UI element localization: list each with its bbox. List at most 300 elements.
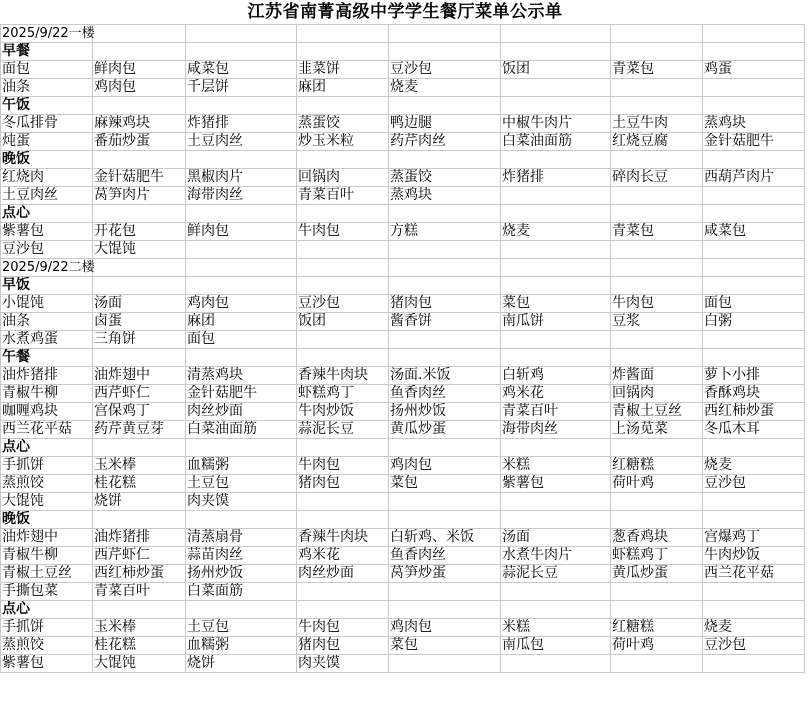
menu-item-cell[interactable]: 烧饼 xyxy=(93,493,186,511)
menu-item-cell[interactable]: 牛肉包 xyxy=(611,295,703,313)
menu-item-cell[interactable]: 麻辣鸡块 xyxy=(93,115,186,133)
section-header-cell[interactable]: 午饭 xyxy=(1,97,93,115)
menu-item-cell[interactable]: 烧麦 xyxy=(703,457,805,475)
empty-cell[interactable] xyxy=(611,187,703,205)
menu-item-cell[interactable]: 面包 xyxy=(1,61,93,79)
menu-item-cell[interactable]: 红糖糕 xyxy=(611,619,703,637)
empty-cell[interactable] xyxy=(703,655,805,673)
menu-row xyxy=(1,619,805,637)
empty-cell[interactable] xyxy=(389,349,501,367)
menu-item-cell[interactable]: 回锅肉 xyxy=(297,169,389,187)
empty-cell[interactable] xyxy=(389,241,501,259)
empty-cell[interactable] xyxy=(389,511,501,529)
empty-cell[interactable] xyxy=(501,511,611,529)
empty-cell[interactable] xyxy=(611,601,703,619)
menu-item-cell[interactable]: 金针菇肥牛 xyxy=(186,385,297,403)
menu-item-cell[interactable]: 血糯粥 xyxy=(186,457,297,475)
menu-item-cell[interactable]: 香辣牛肉块 xyxy=(297,367,389,385)
empty-cell[interactable] xyxy=(501,187,611,205)
empty-cell[interactable] xyxy=(389,601,501,619)
menu-item-cell[interactable]: 扬州炒饭 xyxy=(186,565,297,583)
menu-item-cell[interactable]: 清蒸鸡块 xyxy=(186,367,297,385)
menu-item-cell[interactable]: 虾糕鸡丁 xyxy=(297,385,389,403)
empty-cell[interactable] xyxy=(297,511,389,529)
empty-cell[interactable] xyxy=(501,277,611,295)
empty-cell[interactable] xyxy=(297,259,389,277)
empty-cell[interactable] xyxy=(501,349,611,367)
menu-item-cell[interactable]: 菜包 xyxy=(389,637,501,655)
empty-cell[interactable] xyxy=(501,583,611,601)
menu-item-cell[interactable]: 西红柿炒蛋 xyxy=(703,403,805,421)
menu-item-cell[interactable]: 牛肉包 xyxy=(297,223,389,241)
menu-row xyxy=(1,493,805,511)
empty-cell[interactable] xyxy=(501,43,611,61)
menu-item-cell[interactable]: 青菜百叶 xyxy=(93,583,186,601)
menu-item-cell[interactable]: 宫保鸡丁 xyxy=(93,403,186,421)
menu-item-cell[interactable]: 青菜包 xyxy=(611,223,703,241)
menu-item-cell[interactable]: 蒸煎饺 xyxy=(1,475,93,493)
menu-item-cell[interactable]: 酱香饼 xyxy=(389,313,501,331)
empty-cell[interactable] xyxy=(703,43,805,61)
menu-item-cell[interactable]: 蒸煎饺 xyxy=(1,637,93,655)
menu-item-cell[interactable]: 白菜油面筋 xyxy=(501,133,611,151)
date-cell[interactable]: 2025/9/22一楼 xyxy=(2,26,95,41)
menu-item-cell[interactable]: 小馄饨 xyxy=(1,295,93,313)
menu-item-cell[interactable]: 蒸蛋饺 xyxy=(389,169,501,187)
menu-item-cell[interactable]: 肉丝炒面 xyxy=(297,565,389,583)
empty-cell[interactable] xyxy=(297,601,389,619)
menu-item-cell[interactable]: 紫薯包 xyxy=(1,655,93,673)
menu-item-cell[interactable]: 海带肉丝 xyxy=(501,421,611,439)
menu-item-cell[interactable]: 炸酱面 xyxy=(611,367,703,385)
menu-item-cell[interactable]: 汤面.米饭 xyxy=(389,367,501,385)
menu-item-cell[interactable]: 米糕 xyxy=(501,457,611,475)
menu-item-cell[interactable]: 豆沙包 xyxy=(1,241,93,259)
empty-cell[interactable] xyxy=(186,439,297,457)
menu-item-cell[interactable]: 药芹黄豆芽 xyxy=(93,421,186,439)
menu-item-cell[interactable]: 猪肉包 xyxy=(297,475,389,493)
menu-item-cell[interactable]: 荷叶鸡 xyxy=(611,475,703,493)
menu-item-cell[interactable]: 中椒牛肉片 xyxy=(501,115,611,133)
empty-cell[interactable] xyxy=(93,25,186,43)
menu-item-cell[interactable]: 鸡肉包 xyxy=(93,79,186,97)
menu-item-cell[interactable]: 肉夹馍 xyxy=(186,493,297,511)
menu-item-cell[interactable]: 白菜面筋 xyxy=(186,583,297,601)
section-header-row xyxy=(1,601,805,619)
menu-item-cell[interactable]: 土豆包 xyxy=(186,619,297,637)
menu-item-cell[interactable]: 青菜包 xyxy=(611,61,703,79)
empty-cell[interactable] xyxy=(611,349,703,367)
empty-cell[interactable] xyxy=(93,259,186,277)
menu-item-cell[interactable]: 蒜泥长豆 xyxy=(297,421,389,439)
empty-cell[interactable] xyxy=(703,241,805,259)
empty-cell[interactable] xyxy=(389,205,501,223)
menu-item-cell[interactable]: 油炸猪排 xyxy=(93,529,186,547)
menu-item-cell[interactable]: 南瓜包 xyxy=(501,637,611,655)
menu-item-cell[interactable]: 土豆包 xyxy=(186,475,297,493)
menu-item-cell[interactable]: 卤蛋 xyxy=(93,313,186,331)
menu-item-cell[interactable]: 油炸猪排 xyxy=(1,367,93,385)
empty-cell[interactable] xyxy=(501,439,611,457)
empty-cell[interactable] xyxy=(93,205,186,223)
menu-item-cell[interactable]: 饭团 xyxy=(297,313,389,331)
menu-item-cell[interactable]: 豆浆 xyxy=(611,313,703,331)
menu-item-cell[interactable]: 菜包 xyxy=(501,295,611,313)
menu-item-cell[interactable]: 烧麦 xyxy=(703,619,805,637)
empty-cell[interactable] xyxy=(389,97,501,115)
menu-item-cell[interactable]: 咖喱鸡块 xyxy=(1,403,93,421)
menu-row xyxy=(1,385,805,403)
menu-item-cell[interactable]: 玉米棒 xyxy=(93,457,186,475)
empty-cell[interactable] xyxy=(389,655,501,673)
menu-item-cell[interactable]: 萝卜小排 xyxy=(703,367,805,385)
menu-item-cell[interactable]: 青椒土豆丝 xyxy=(611,403,703,421)
menu-item-cell[interactable]: 香辣牛肉块 xyxy=(297,529,389,547)
menu-item-cell[interactable]: 烧麦 xyxy=(389,79,501,97)
empty-cell[interactable] xyxy=(703,259,805,277)
menu-row xyxy=(1,475,805,493)
empty-cell[interactable] xyxy=(703,493,805,511)
menu-item-cell[interactable]: 牛肉炒饭 xyxy=(297,403,389,421)
empty-cell[interactable] xyxy=(93,43,186,61)
empty-cell[interactable] xyxy=(297,25,389,43)
menu-item-cell[interactable]: 蒸蛋饺 xyxy=(297,115,389,133)
menu-item-cell[interactable]: 烧饼 xyxy=(186,655,297,673)
menu-item-cell[interactable]: 麻团 xyxy=(297,79,389,97)
menu-item-cell[interactable]: 黑椒肉片 xyxy=(186,169,297,187)
empty-cell[interactable] xyxy=(611,439,703,457)
empty-cell[interactable] xyxy=(703,187,805,205)
empty-cell[interactable] xyxy=(389,277,501,295)
menu-item-cell[interactable]: 蒜苗肉丝 xyxy=(186,547,297,565)
section-header-cell[interactable]: 点心 xyxy=(1,205,93,223)
empty-cell[interactable] xyxy=(703,439,805,457)
menu-item-cell[interactable]: 牛肉包 xyxy=(297,457,389,475)
empty-cell[interactable] xyxy=(501,259,611,277)
empty-cell[interactable] xyxy=(501,601,611,619)
menu-item-cell[interactable]: 金针菇肥牛 xyxy=(93,169,186,187)
empty-cell[interactable] xyxy=(501,241,611,259)
menu-item-cell[interactable]: 鱼香肉丝 xyxy=(389,385,501,403)
menu-item-cell[interactable]: 青菜百叶 xyxy=(297,187,389,205)
menu-item-cell[interactable]: 烧麦 xyxy=(501,223,611,241)
empty-cell[interactable] xyxy=(703,601,805,619)
menu-item-cell[interactable]: 紫薯包 xyxy=(1,223,93,241)
empty-cell[interactable] xyxy=(297,349,389,367)
empty-cell[interactable] xyxy=(297,583,389,601)
menu-item-cell[interactable]: 鱼香肉丝 xyxy=(389,547,501,565)
menu-item-cell[interactable]: 回锅肉 xyxy=(611,385,703,403)
section-header-cell[interactable]: 点心 xyxy=(1,439,93,457)
menu-item-cell[interactable]: 大馄饨 xyxy=(1,493,93,511)
menu-item-cell[interactable]: 紫薯包 xyxy=(501,475,611,493)
menu-item-cell[interactable]: 饭团 xyxy=(501,61,611,79)
menu-item-cell[interactable]: 炖蛋 xyxy=(1,133,93,151)
menu-item-cell[interactable]: 玉米棒 xyxy=(93,619,186,637)
menu-item-cell[interactable]: 米糕 xyxy=(501,619,611,637)
empty-cell[interactable] xyxy=(186,511,297,529)
empty-cell[interactable] xyxy=(501,25,611,43)
empty-cell[interactable] xyxy=(389,331,501,349)
menu-item-cell[interactable]: 豆沙包 xyxy=(297,295,389,313)
menu-item-cell[interactable]: 清蒸扇骨 xyxy=(186,529,297,547)
menu-item-cell[interactable]: 手抓饼 xyxy=(1,457,93,475)
empty-cell[interactable] xyxy=(93,349,186,367)
empty-cell[interactable] xyxy=(186,241,297,259)
menu-item-cell[interactable]: 油炸翅中 xyxy=(1,529,93,547)
menu-item-cell[interactable]: 千层饼 xyxy=(186,79,297,97)
empty-cell[interactable] xyxy=(93,439,186,457)
menu-item-cell[interactable]: 汤面 xyxy=(501,529,611,547)
menu-item-cell[interactable]: 海带肉丝 xyxy=(186,187,297,205)
empty-cell[interactable] xyxy=(93,601,186,619)
menu-item-cell[interactable]: 药芹肉丝 xyxy=(389,133,501,151)
menu-item-cell[interactable]: 方糕 xyxy=(389,223,501,241)
menu-item-cell[interactable]: 扬州炒饭 xyxy=(389,403,501,421)
menu-item-cell[interactable]: 豆沙包 xyxy=(389,61,501,79)
empty-cell[interactable] xyxy=(611,79,703,97)
menu-item-cell[interactable]: 水煮鸡蛋 xyxy=(1,331,93,349)
empty-cell[interactable] xyxy=(501,331,611,349)
menu-item-cell[interactable]: 牛肉炒饭 xyxy=(703,547,805,565)
empty-cell[interactable] xyxy=(186,151,297,169)
menu-item-cell[interactable]: 宫爆鸡丁 xyxy=(703,529,805,547)
empty-cell[interactable] xyxy=(93,151,186,169)
empty-cell[interactable] xyxy=(297,205,389,223)
section-header-cell[interactable]: 晚饭 xyxy=(1,511,93,529)
menu-item-cell[interactable]: 大馄饨 xyxy=(93,241,186,259)
menu-item-cell[interactable]: 三角饼 xyxy=(93,331,186,349)
empty-cell[interactable] xyxy=(611,493,703,511)
empty-cell[interactable] xyxy=(93,511,186,529)
menu-item-cell[interactable]: 金针菇肥牛 xyxy=(703,133,805,151)
empty-cell[interactable] xyxy=(389,583,501,601)
menu-item-cell[interactable]: 面包 xyxy=(186,331,297,349)
menu-item-cell[interactable]: 西兰花平菇 xyxy=(1,421,93,439)
menu-item-cell[interactable]: 鸭边腿 xyxy=(389,115,501,133)
empty-cell[interactable] xyxy=(186,97,297,115)
empty-cell[interactable] xyxy=(297,43,389,61)
menu-item-cell[interactable]: 猪肉包 xyxy=(389,295,501,313)
empty-cell[interactable] xyxy=(703,25,805,43)
empty-cell[interactable] xyxy=(703,349,805,367)
empty-cell[interactable] xyxy=(611,331,703,349)
empty-cell[interactable] xyxy=(703,277,805,295)
empty-cell[interactable] xyxy=(703,79,805,97)
menu-item-cell[interactable]: 咸菜包 xyxy=(186,61,297,79)
menu-item-cell[interactable]: 土豆牛肉 xyxy=(611,115,703,133)
menu-item-cell[interactable]: 西芹虾仁 xyxy=(93,385,186,403)
menu-item-cell[interactable]: 油炸翅中 xyxy=(93,367,186,385)
menu-row xyxy=(1,295,805,313)
empty-cell[interactable] xyxy=(501,97,611,115)
empty-cell[interactable] xyxy=(297,151,389,169)
empty-cell[interactable] xyxy=(93,277,186,295)
menu-item-cell[interactable]: 炸猪排 xyxy=(501,169,611,187)
menu-item-cell[interactable]: 西葫芦肉片 xyxy=(703,169,805,187)
menu-item-cell[interactable]: 蒸鸡块 xyxy=(703,115,805,133)
menu-item-cell[interactable]: 白菜油面筋 xyxy=(186,421,297,439)
menu-item-cell[interactable]: 西芹虾仁 xyxy=(93,547,186,565)
menu-item-cell[interactable]: 鸡肉包 xyxy=(186,295,297,313)
menu-item-cell[interactable]: 肉夹馍 xyxy=(297,655,389,673)
menu-item-cell[interactable]: 大馄饨 xyxy=(93,655,186,673)
menu-item-cell[interactable]: 鸡肉包 xyxy=(389,619,501,637)
menu-item-cell[interactable]: 碎肉长豆 xyxy=(611,169,703,187)
menu-row xyxy=(1,583,805,601)
section-header-cell[interactable]: 点心 xyxy=(1,601,93,619)
empty-cell[interactable] xyxy=(186,205,297,223)
empty-cell[interactable] xyxy=(93,97,186,115)
section-header-cell[interactable]: 晚饭 xyxy=(1,151,93,169)
menu-item-cell[interactable]: 冬瓜排骨 xyxy=(1,115,93,133)
menu-item-cell[interactable]: 红糖糕 xyxy=(611,457,703,475)
menu-row xyxy=(1,61,805,79)
empty-cell[interactable] xyxy=(611,241,703,259)
empty-cell[interactable] xyxy=(703,331,805,349)
section-header-cell[interactable]: 早饭 xyxy=(1,277,93,295)
menu-item-cell[interactable]: 红烧豆腐 xyxy=(611,133,703,151)
menu-item-cell[interactable]: 手撕包菜 xyxy=(1,583,93,601)
menu-item-cell[interactable]: 白粥 xyxy=(703,313,805,331)
empty-cell[interactable] xyxy=(703,205,805,223)
menu-item-cell[interactable]: 红烧肉 xyxy=(1,169,93,187)
empty-cell[interactable] xyxy=(389,259,501,277)
menu-row xyxy=(1,79,805,97)
menu-item-cell[interactable]: 菜包 xyxy=(389,475,501,493)
empty-cell[interactable] xyxy=(389,43,501,61)
menu-item-cell[interactable]: 韭菜饼 xyxy=(297,61,389,79)
empty-cell[interactable] xyxy=(501,493,611,511)
menu-row xyxy=(1,547,805,565)
menu-item-cell[interactable]: 南瓜饼 xyxy=(501,313,611,331)
menu-item-cell[interactable]: 鲜肉包 xyxy=(93,61,186,79)
menu-item-cell[interactable]: 汤面 xyxy=(93,295,186,313)
menu-item-cell[interactable]: 豆沙包 xyxy=(703,637,805,655)
empty-cell[interactable] xyxy=(611,151,703,169)
menu-item-cell[interactable]: 蒜泥长豆 xyxy=(501,565,611,583)
menu-item-cell[interactable]: 黄瓜炒蛋 xyxy=(389,421,501,439)
menu-item-cell[interactable]: 鲜肉包 xyxy=(186,223,297,241)
empty-cell[interactable] xyxy=(611,43,703,61)
menu-item-cell[interactable]: 鸡蛋 xyxy=(703,61,805,79)
menu-item-cell[interactable]: 番茄炒蛋 xyxy=(93,133,186,151)
empty-cell[interactable] xyxy=(611,25,703,43)
empty-cell[interactable] xyxy=(501,151,611,169)
menu-row xyxy=(1,313,805,331)
empty-cell[interactable] xyxy=(297,493,389,511)
empty-cell[interactable] xyxy=(501,79,611,97)
empty-cell[interactable] xyxy=(703,151,805,169)
menu-item-cell[interactable]: 蒸鸡块 xyxy=(389,187,501,205)
section-header-cell[interactable]: 早餐 xyxy=(1,43,93,61)
menu-item-cell[interactable]: 手抓饼 xyxy=(1,619,93,637)
empty-cell[interactable] xyxy=(297,331,389,349)
menu-item-cell[interactable]: 莴笋肉片 xyxy=(93,187,186,205)
empty-cell[interactable] xyxy=(611,277,703,295)
empty-cell[interactable] xyxy=(389,151,501,169)
empty-cell[interactable] xyxy=(186,259,297,277)
empty-cell[interactable] xyxy=(389,493,501,511)
menu-item-cell[interactable]: 上汤苋菜 xyxy=(611,421,703,439)
empty-cell[interactable] xyxy=(611,583,703,601)
menu-item-cell[interactable]: 炒玉米粒 xyxy=(297,133,389,151)
menu-item-cell[interactable]: 血糯粥 xyxy=(186,637,297,655)
empty-cell[interactable] xyxy=(186,277,297,295)
menu-item-cell[interactable]: 猪肉包 xyxy=(297,637,389,655)
date-cell[interactable]: 2025/9/22二楼 xyxy=(2,260,95,275)
empty-cell[interactable] xyxy=(611,655,703,673)
empty-cell[interactable] xyxy=(297,277,389,295)
empty-cell[interactable] xyxy=(501,205,611,223)
empty-cell[interactable] xyxy=(297,439,389,457)
menu-item-cell[interactable]: 开花包 xyxy=(93,223,186,241)
menu-item-cell[interactable]: 鸡米花 xyxy=(501,385,611,403)
empty-cell[interactable] xyxy=(611,259,703,277)
empty-cell[interactable] xyxy=(611,511,703,529)
menu-item-cell[interactable]: 白斩鸡 xyxy=(501,367,611,385)
menu-item-cell[interactable]: 冬瓜木耳 xyxy=(703,421,805,439)
menu-item-cell[interactable]: 炸猪排 xyxy=(186,115,297,133)
menu-item-cell[interactable]: 荷叶鸡 xyxy=(611,637,703,655)
menu-item-cell[interactable]: 青椒牛柳 xyxy=(1,385,93,403)
menu-item-cell[interactable]: 麻团 xyxy=(186,313,297,331)
menu-item-cell[interactable]: 西红柿炒蛋 xyxy=(93,565,186,583)
empty-cell[interactable] xyxy=(389,25,501,43)
menu-item-cell[interactable]: 青椒土豆丝 xyxy=(1,565,93,583)
menu-item-cell[interactable]: 虾糕鸡丁 xyxy=(611,547,703,565)
empty-cell[interactable] xyxy=(501,655,611,673)
empty-cell[interactable] xyxy=(186,349,297,367)
menu-item-cell[interactable]: 桂花糕 xyxy=(93,475,186,493)
menu-row xyxy=(1,331,805,349)
empty-cell[interactable] xyxy=(186,25,297,43)
menu-item-cell[interactable]: 莴笋炒蛋 xyxy=(389,565,501,583)
empty-cell[interactable] xyxy=(611,97,703,115)
menu-item-cell[interactable]: 豆沙包 xyxy=(703,475,805,493)
menu-item-cell[interactable]: 咸菜包 xyxy=(703,223,805,241)
menu-item-cell[interactable]: 黄瓜炒蛋 xyxy=(611,565,703,583)
menu-item-cell[interactable]: 油条 xyxy=(1,79,93,97)
empty-cell[interactable] xyxy=(186,601,297,619)
menu-item-cell[interactable]: 香酥鸡块 xyxy=(703,385,805,403)
empty-cell[interactable] xyxy=(186,43,297,61)
empty-cell[interactable] xyxy=(389,439,501,457)
empty-cell[interactable] xyxy=(703,511,805,529)
menu-item-cell[interactable]: 白斩鸡、米饭 xyxy=(389,529,501,547)
empty-cell[interactable] xyxy=(297,97,389,115)
menu-item-cell[interactable]: 鸡肉包 xyxy=(389,457,501,475)
menu-item-cell[interactable]: 西兰花平菇 xyxy=(703,565,805,583)
section-header-cell[interactable]: 午餐 xyxy=(1,349,93,367)
menu-item-cell[interactable]: 牛肉包 xyxy=(297,619,389,637)
menu-item-cell[interactable]: 桂花糕 xyxy=(93,637,186,655)
menu-item-cell[interactable]: 水煮牛肉片 xyxy=(501,547,611,565)
empty-cell[interactable] xyxy=(611,205,703,223)
menu-item-cell[interactable]: 土豆肉丝 xyxy=(1,187,93,205)
empty-cell[interactable] xyxy=(703,583,805,601)
empty-cell[interactable] xyxy=(703,97,805,115)
menu-item-cell[interactable]: 土豆肉丝 xyxy=(186,133,297,151)
empty-cell[interactable] xyxy=(297,241,389,259)
menu-item-cell[interactable]: 鸡米花 xyxy=(297,547,389,565)
menu-item-cell[interactable]: 肉丝炒面 xyxy=(186,403,297,421)
menu-item-cell[interactable]: 油条 xyxy=(1,313,93,331)
menu-item-cell[interactable]: 面包 xyxy=(703,295,805,313)
menu-item-cell[interactable]: 葱香鸡块 xyxy=(611,529,703,547)
menu-item-cell[interactable]: 青菜百叶 xyxy=(501,403,611,421)
menu-item-cell[interactable]: 青椒牛柳 xyxy=(1,547,93,565)
